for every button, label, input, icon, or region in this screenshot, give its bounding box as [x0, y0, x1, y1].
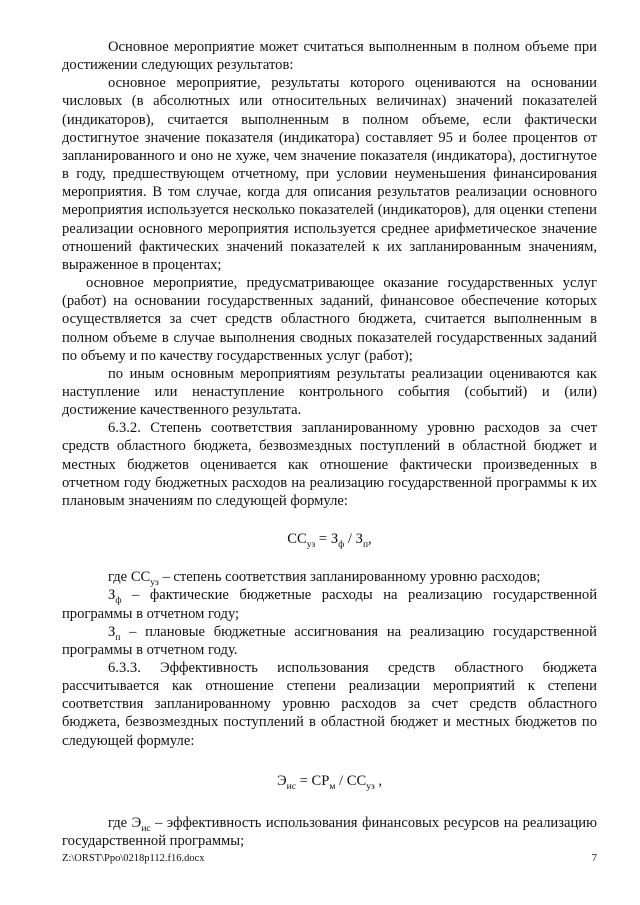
footer-file-path: Z:\ORST\Ppo\0218p112.f16.docx: [62, 853, 205, 864]
paragraph-632: 6.3.2. Степень соответствия запланированному уровню расходов за счет средств областного бюджета, безвозмездных поступлений в областной бюджет и местных бюджетов оценивается как отношение фактически произведенных в отчетном году бюджетных расходов на реализацию государственной программы к их плановым значениям по следующей формуле:: [62, 420, 597, 509]
paragraph-state-services: основное мероприятие, предусматривающее оказание государственных услуг (работ) на основании государственных заданий, финансовое обеспечение которых осуществляется за счет средств областного бюджета, считается выполненным в полном объеме в случае выполнения сводных показателей государственных заданий по объему и по качеству государственных услуг (работ);: [62, 275, 597, 364]
document-page: [62, 38, 597, 850]
where-cc: где $СС_{уз}$ – степень соответствия запланированному уровню расходов;: [108, 569, 541, 589]
footer-page-number: 7: [591, 853, 597, 864]
formula-efficiency: $Э_{ис} = СР_м / СС_{уз}$ ,: [277, 772, 382, 792]
paragraph-633: 6.3.3. Эффективность использования средств областного бюджета рассчитывается как отношение степени реализации мероприятий к степени соответствия запланированному уровню расходов за счет средств областного бюджета, безвозмездных поступлений в областной бюджет и местных бюджетов по следующей формуле:: [62, 660, 597, 749]
where-eis: где $Э_{ис}$ – эффективность использования финансовых ресурсов на реализацию государственной программы;: [62, 814, 597, 850]
page-footer: [62, 853, 597, 864]
formula-expense-compliance: $СС_{уз} = З_ф / З_п$,: [287, 531, 372, 550]
where-zp: $З_п$ – плановые бюджетные ассигнования на реализацию государственной программы в отчетном году.: [62, 623, 597, 658]
paragraph-intro: Основное мероприятие может считаться выполненным в полном объеме при достижении следующих результатов:: [62, 39, 597, 74]
paragraph-other-events: по иным основным мероприятиям результаты реализации оцениваются как наступление или ненаступление контрольного события (событий) и (или) достижение качественного результата.: [62, 365, 597, 419]
where-zf: $З_ф$ – фактические бюджетные расходы на реализацию государственной программы в отчетном году;: [62, 587, 597, 622]
paragraph-numeric-indicators: основное мероприятие, результаты которого оцениваются на основании числовых (в абсолютных или относительных величинах) значений показателей (индикаторов), считается выполненным в полном объеме, если фактически достигнутое значение показателя (индикатора) составляет 95 и более процентов от запланированного и оно не хуже, чем значение показателя (индикатора), достигнутое в году, предшествующем отчетному, при условии неуменьшения финансирования мероприятия. В том случае, когда для описания результатов реализации основного мероприятия используется несколько показателей (индикаторов), для оценки степени реализации основного мероприятия используется среднее арифметическое значение отношений фактических значений показателей к их запланированным значениям, выраженное в процентах;: [62, 75, 597, 273]
